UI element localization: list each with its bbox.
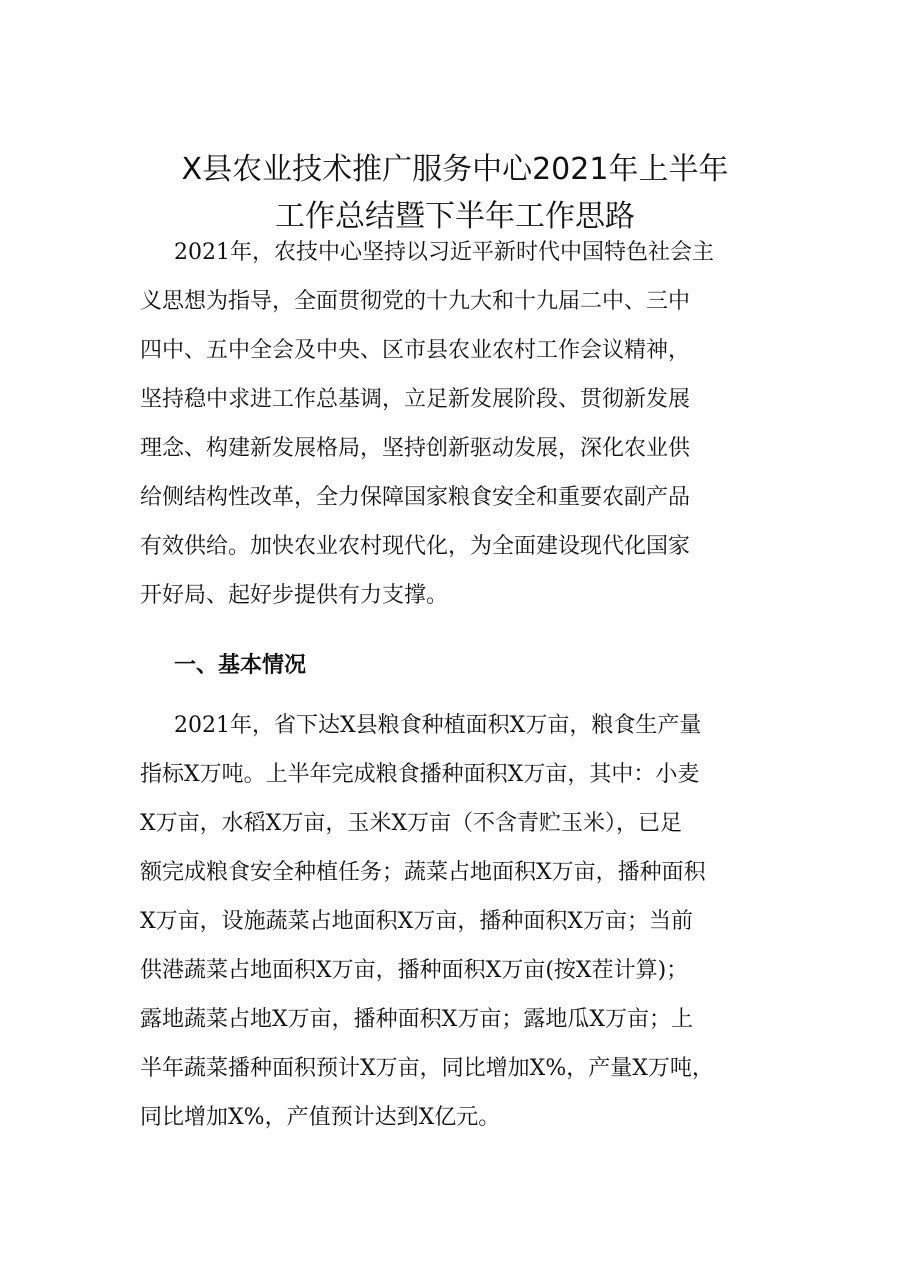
section1-paragraph-line: X万亩，设施蔬菜占地面积X万亩，播种面积X万亩；当前	[140, 909, 693, 934]
intro-paragraph-line: 有效供给。加快农业农村现代化，为全面建设现代化国家	[140, 534, 691, 559]
section1-paragraph-line: 半年蔬菜播种面积预计X万亩，同比增加X%，产量X万吨，	[140, 1056, 714, 1081]
intro-paragraph-line: 2021年，农技中心坚持以习近平新时代中国特色社会主	[174, 240, 714, 265]
section1-paragraph-line: 供港蔬菜占地面积X万亩，播种面积X万亩(按X茬计算)；	[140, 958, 689, 983]
intro-paragraph-line: 理念、构建新发展格局，坚持创新驱动发展，深化农业供	[140, 436, 691, 461]
intro-paragraph-line: 给侧结构性改革，全力保障国家粮食安全和重要农副产品	[140, 485, 691, 510]
section1-paragraph-line: 同比增加X%，产值预计达到X亿元。	[140, 1105, 501, 1130]
intro-paragraph-line: 开好局、起好步提供有力支撑。	[140, 583, 449, 608]
section1-paragraph-line: 额完成粮食安全种植任务；蔬菜占地面积X万亩，播种面积	[140, 860, 706, 885]
section1-paragraph-line: 露地蔬菜占地X万亩，播种面积X万亩；露地瓜X万亩；上	[140, 1007, 693, 1032]
intro-paragraph-line: 坚持稳中求进工作总基调，立足新发展阶段、贯彻新发展	[140, 387, 691, 412]
section1-paragraph-line: X万亩，水稻X万亩，玉米X万亩（不含青贮玉米），已足	[140, 811, 682, 836]
document-title-line-1: X县农业技术推广服务中心2021年上半年	[181, 152, 729, 187]
section-heading-basic-situation: 一、基本情况	[174, 653, 307, 678]
intro-paragraph-line: 四中、五中全会及中央、区市县农业农村工作会议精神，	[140, 338, 691, 363]
intro-paragraph-line: 义思想为指导，全面贯彻党的十九大和十九届二中、三中	[140, 289, 691, 314]
section1-paragraph-line: 指标X万吨。上半年完成粮食播种面积X万亩，其中：小麦	[140, 762, 700, 787]
section1-paragraph-line: 2021年，省下达X县粮食种植面积X万亩，粮食生产量	[174, 713, 702, 738]
document-title-line-2: 工作总结暨下半年工作思路	[275, 199, 635, 234]
